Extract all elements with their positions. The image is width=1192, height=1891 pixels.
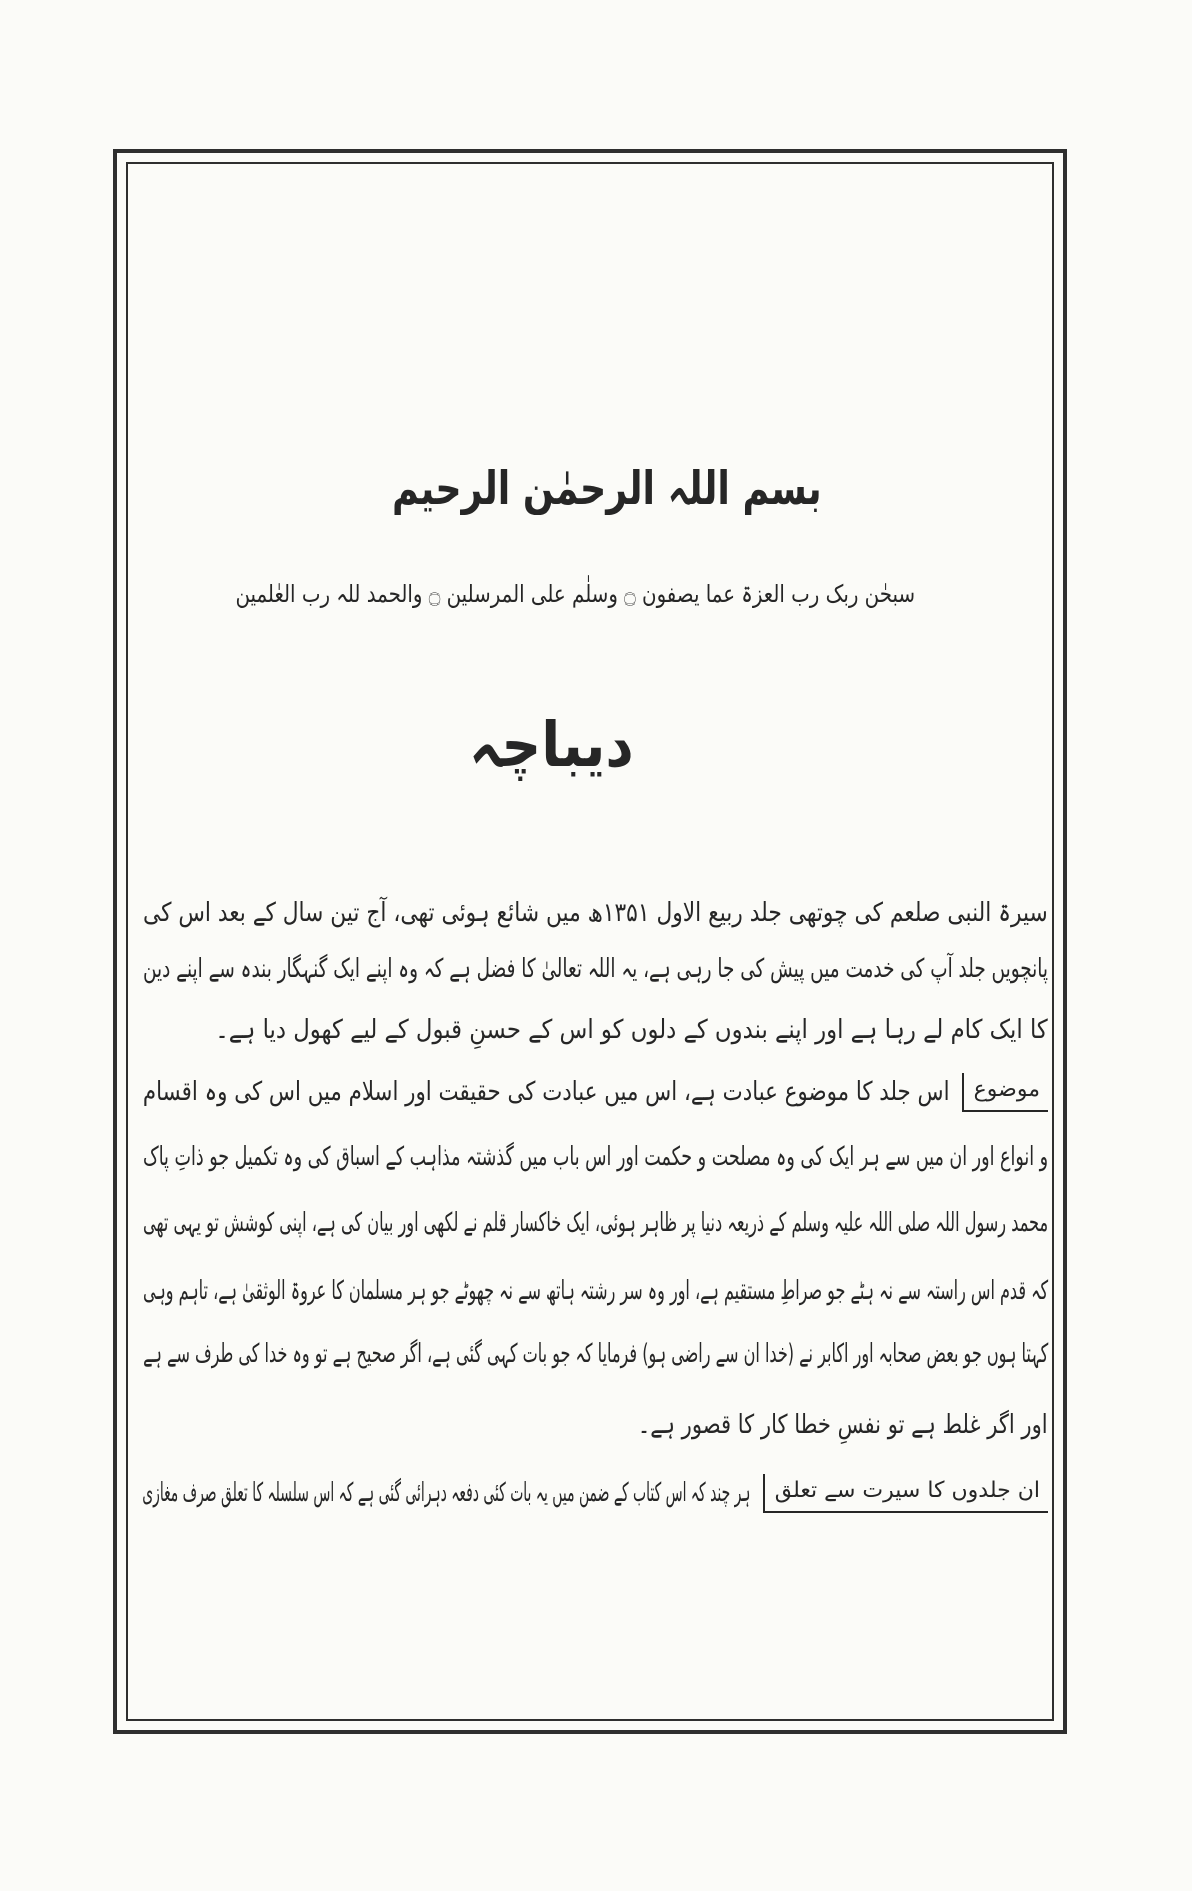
text-line xyxy=(143,1465,1048,1521)
line-text: و انواع اور ان میں سے ہر ایک کی وہ مصلحت و حکمت اور اس باب میں گذشتہ مذاہب کے اسباق کی وہ تکمیل جو ذاتِ پاک xyxy=(142,1142,1048,1172)
line-text: پانچویں جلد آپ کی خدمت میں پیش کی جا رہی ہے، یہ اللہ تعالیٰ کا فضل ہے کہ وہ اپنے ایک گنہگار بندہ سے اپنے دین xyxy=(143,954,1048,984)
margin-heading: ان جلدوں کا سیرت سے تعلق xyxy=(763,1474,1048,1513)
line-text: کہتا ہوں جو بعض صحابہ اور اکابر نے (خدا ان سے راضی ہو) فرمایا کہ جو بات کہی گئی ہے، اگر صحیح ہے تو وہ خدا کی طرف سے ہے xyxy=(142,1339,1048,1369)
margin-heading: موضوع xyxy=(962,1073,1048,1112)
line-text: اور اگر غلط ہے تو نفسِ خطا کار کا قصور ہے۔ xyxy=(638,1410,1048,1440)
text-line xyxy=(143,1397,1048,1453)
text-line xyxy=(143,1263,1048,1319)
bismillah-heading xyxy=(392,448,879,528)
text-line xyxy=(143,1129,1048,1185)
page-title xyxy=(451,700,651,790)
text-line xyxy=(143,1064,1048,1120)
text-line xyxy=(143,1195,1048,1251)
line-text: ہر چند کہ اس کتاب کے ضمن میں یہ بات کئی دفعہ دہرائی گئی ہے کہ اس سلسلہ کا تعلق صرف مغازی xyxy=(142,1478,751,1508)
line-text: اس جلد کا موضوع عبادت ہے، اس میں عبادت کی حقیقت اور اسلام میں اس کی وہ اقسام xyxy=(143,1077,950,1107)
invocation-text: سبحٰن ربک رب العزۃ عما یصفون ۝ وسلٰم علی المرسلین ۝ والحمد للہ رب العٰلمین xyxy=(235,580,916,608)
text-line xyxy=(143,885,1048,941)
line-text: سیرۃ النبی صلعم کی چوتھی جلد ربیع الاول ۱۳۵۱ھ میں شائع ہوئی تھی، آج تین سال کے بعد اس کی xyxy=(143,898,1048,928)
line-text: کہ قدم اس راستہ سے نہ ہٹے جو صراطِ مستقیم ہے، اور وہ سر رشتہ ہاتھ سے نہ چھوٹے جو ہر مسلمان کا عروۃ الوثقیٰ ہے، تاہم وہی xyxy=(142,1276,1048,1306)
text-line xyxy=(143,941,1048,997)
text-line xyxy=(143,1326,1048,1382)
invocation-line xyxy=(235,572,988,616)
line-text: کا ایک کام لے رہا ہے اور اپنے بندوں کے دلوں کو اس کے حسنِ قبول کے لیے کھول دیا ہے۔ xyxy=(215,1015,1048,1045)
line-text: محمد رسول اللہ صلی اللہ علیہ وسلم کے ذریعہ دنیا پر ظاہر ہوئی، ایک خاکسار قلم نے لکھی اور بیان کی ہے، اپنی کوشش تو یہی تھی xyxy=(142,1208,1048,1238)
bismillah-text: بسم اللہ الرحمٰن الرحیم xyxy=(392,461,823,515)
page-title-text: دیباچہ xyxy=(468,708,634,781)
text-line xyxy=(143,1002,1048,1058)
